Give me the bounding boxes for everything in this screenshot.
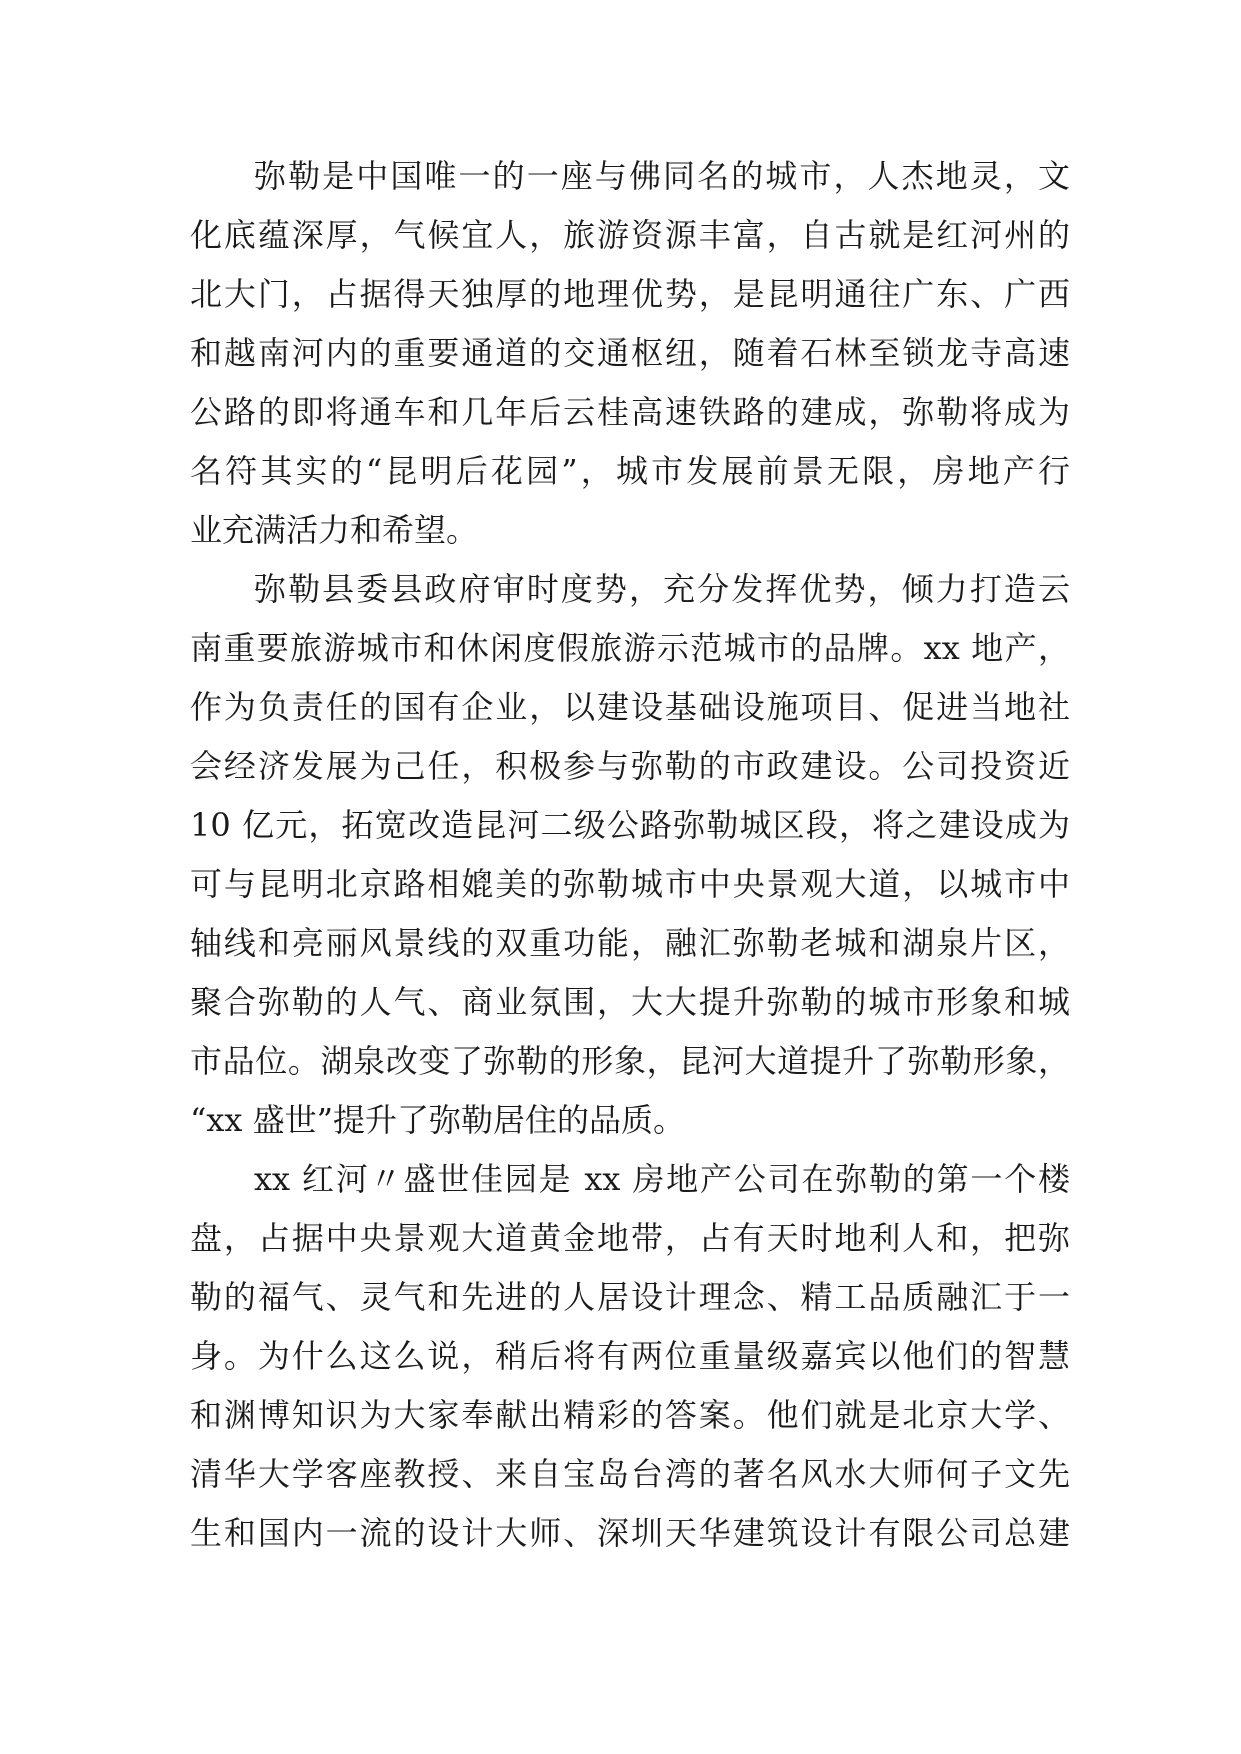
paragraph-line: “xx 盛世”提升了弥勒居住的品质。 bbox=[190, 1101, 685, 1139]
paragraph-line: 清华大学客座教授、来自宝岛台湾的著名风水大师何子文先 bbox=[190, 1455, 1070, 1493]
paragraph-line: 身。为什么这么说，稍后将有两位重量级嘉宾以他们的智慧 bbox=[190, 1337, 1070, 1375]
paragraph-2 bbox=[190, 560, 1070, 1150]
paragraph-line: 会经济发展为己任，积极参与弥勒的市政建设。公司投资近 bbox=[190, 747, 1070, 785]
paragraph-line: 作为负责任的国有企业，以建设基础设施项目、促进当地社 bbox=[190, 688, 1070, 726]
paragraph-line: 公路的即将通车和几年后云桂高速铁路的建成，弥勒将成为 bbox=[190, 393, 1070, 431]
document-body bbox=[190, 147, 1070, 1563]
paragraph-line: 名符其实的“昆明后花园”，城市发展前景无限，房地产行 bbox=[190, 452, 1070, 490]
paragraph-line: 聚合弥勒的人气、商业氛围，大大提升弥勒的城市形象和城 bbox=[190, 983, 1070, 1021]
paragraph-line: 南重要旅游城市和休闲度假旅游示范城市的品牌。xx 地产， bbox=[190, 629, 1070, 667]
paragraph-line: 可与昆明北京路相媲美的弥勒城市中央景观大道，以城市中 bbox=[190, 865, 1070, 903]
paragraph-line: 和渊博知识为大家奉献出精彩的答案。他们就是北京大学、 bbox=[190, 1396, 1070, 1434]
paragraph-line: 勒的福气、灵气和先进的人居设计理念、精工品质融汇于一 bbox=[190, 1278, 1070, 1316]
paragraph-line: 市品位。湖泉改变了弥勒的形象，昆河大道提升了弥勒形象， bbox=[190, 1042, 1070, 1080]
paragraph-line: xx 红河〃盛世佳园是 xx 房地产公司在弥勒的第一个楼 bbox=[254, 1160, 1070, 1198]
paragraph-3 bbox=[190, 1150, 1070, 1563]
paragraph-line: 轴线和亮丽风景线的双重功能，融汇弥勒老城和湖泉片区， bbox=[190, 924, 1070, 962]
paragraph-line: 和越南河内的重要通道的交通枢纽，随着石林至锁龙寺高速 bbox=[190, 334, 1070, 372]
paragraph-line: 生和国内一流的设计大师、深圳天华建筑设计有限公司总建 bbox=[190, 1514, 1070, 1552]
paragraph-line: 北大门，占据得天独厚的地理优势，是昆明通往广东、广西 bbox=[190, 275, 1070, 313]
paragraph-1 bbox=[190, 147, 1070, 560]
paragraph-line: 弥勒是中国唯一的一座与佛同名的城市，人杰地灵，文 bbox=[254, 157, 1070, 195]
paragraph-line: 弥勒县委县政府审时度势，充分发挥优势，倾力打造云 bbox=[254, 570, 1070, 608]
paragraph-line: 10 亿元，拓宽改造昆河二级公路弥勒城区段，将之建设成为 bbox=[190, 806, 1070, 844]
paragraph-line: 盘，占据中央景观大道黄金地带，占有天时地利人和，把弥 bbox=[190, 1219, 1070, 1257]
paragraph-line: 业充满活力和希望。 bbox=[190, 511, 479, 549]
paragraph-line: 化底蕴深厚，气候宜人，旅游资源丰富，自古就是红河州的 bbox=[190, 216, 1070, 254]
